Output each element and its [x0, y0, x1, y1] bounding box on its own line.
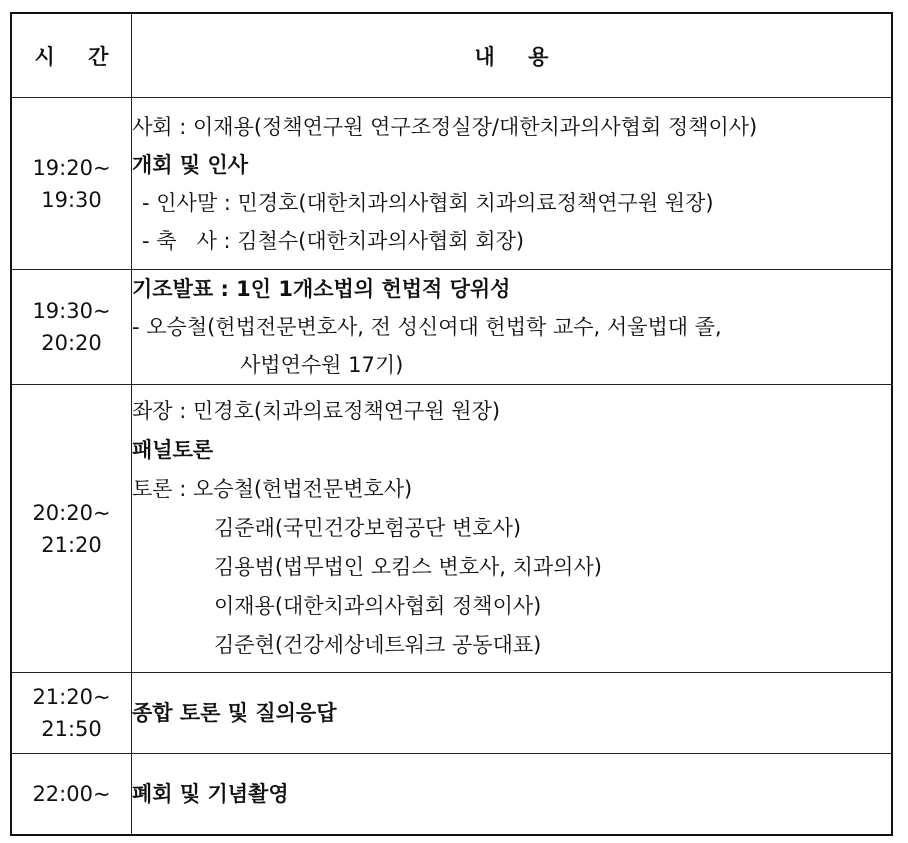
time-start: 19:30~: [32, 299, 111, 323]
panelist-line: 김용범(법무법인 오킴스 변호사, 치과의사): [214, 555, 602, 579]
content-cell: [132, 98, 893, 270]
content-header: [132, 13, 893, 98]
time-cell: [11, 673, 132, 754]
panelist-line: 이재용(대한치과의사협회 정책이사): [214, 594, 542, 618]
section-title: 종합 토론 및 질의응답: [132, 700, 337, 725]
time-end: 21:20: [41, 532, 102, 557]
greeting-line: - 인사말 : 민경호(대한치과의사협회 치과의료정책연구원 원장): [142, 190, 714, 215]
header-row: [11, 13, 892, 98]
time-end: 20:20: [41, 331, 102, 355]
time-cell: [11, 754, 132, 836]
content-cell: [132, 385, 893, 673]
moderator-line: 사회 : 이재용(정책연구원 연구조정실장/대한치과의사협회 정책이사): [132, 114, 758, 139]
time-cell: [11, 385, 132, 673]
section-title: 패널토론: [132, 438, 214, 462]
congrats-line: - 축 사 : 김철수(대한치과의사협회 회장): [142, 228, 525, 253]
panelist-line: 토론 : 오승철(헌법전문변호사): [132, 477, 413, 501]
content-cell: [132, 754, 893, 836]
time-end: 21:50: [41, 717, 102, 741]
table-row: [11, 385, 892, 673]
section-title: 개회 및 인사: [132, 152, 249, 177]
section-title: 폐회 및 기념촬영: [132, 781, 289, 806]
time-start: 22:00~: [32, 782, 111, 806]
time-cell: [11, 98, 132, 270]
schedule-table: [10, 12, 893, 836]
panelist-line: 김준래(국민건강보험공단 변호사): [214, 516, 522, 540]
table-row: [11, 98, 892, 270]
schedule-container: [10, 12, 893, 836]
table-row: [11, 673, 892, 754]
table-row: [11, 270, 892, 385]
panelist-line: 김준현(건강세상네트워크 공동대표): [214, 633, 542, 657]
presenter-line: - 오승철(헌법전문변호사, 전 성신여대 헌법학 교수, 서울법대 졸,: [132, 315, 722, 339]
content-header-label: 내 용: [474, 44, 549, 69]
time-cell: [11, 270, 132, 385]
time-end: 19:30: [41, 187, 102, 212]
time-start: 21:20~: [32, 685, 111, 709]
time-header-label: 시 간: [34, 44, 109, 69]
presenter-line-cont: 사법연수원 17기): [240, 353, 404, 377]
content-cell: [132, 673, 893, 754]
chair-line: 좌장 : 민경호(치과의료정책연구원 원장): [132, 399, 501, 423]
time-start: 20:20~: [32, 500, 111, 525]
section-title: 기조발표 : 1인 1개소법의 헌법적 당위성: [132, 277, 511, 301]
time-start: 19:20~: [32, 155, 111, 180]
time-header: [11, 13, 132, 98]
table-row: [11, 754, 892, 836]
content-cell: [132, 270, 893, 385]
